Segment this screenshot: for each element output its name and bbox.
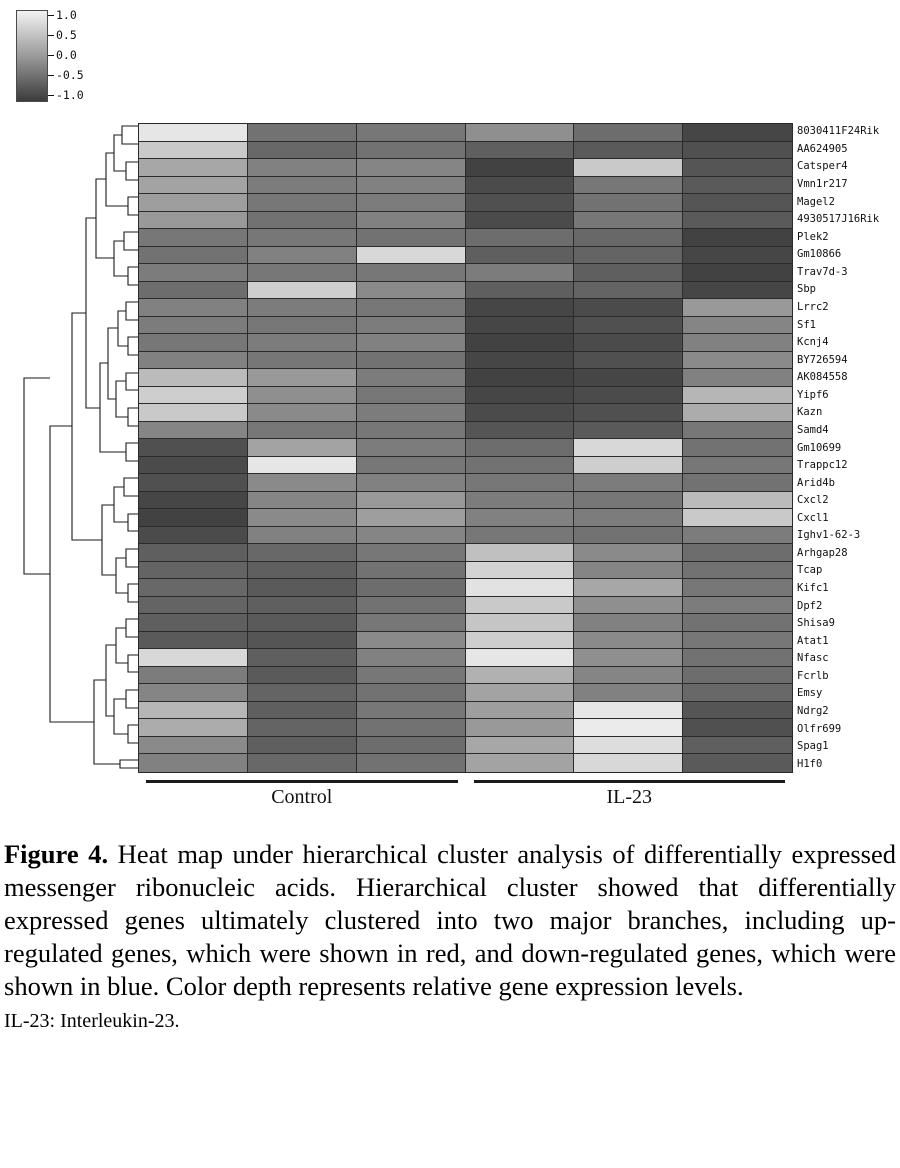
heatmap-cell (248, 439, 356, 457)
heatmap-cell (574, 614, 682, 632)
row-label: Ndrg2 (797, 705, 829, 717)
row-label: Cxcl1 (797, 511, 829, 524)
heatmap-cell (139, 177, 247, 195)
heatmap-cell (357, 649, 465, 667)
heatmap-cell (248, 632, 356, 650)
heatmap-cell (466, 159, 574, 177)
heatmap-cell (139, 702, 247, 720)
heatmap-column (683, 124, 792, 772)
heatmap-cell (248, 404, 356, 422)
heatmap-cell (466, 229, 574, 247)
heatmap-cell (683, 684, 792, 702)
heatmap-cell (357, 352, 465, 370)
heatmap-cell (574, 684, 682, 702)
row-label: Magel2 (797, 195, 835, 208)
heatmap-cell (248, 299, 356, 317)
row-label: Spag1 (797, 740, 829, 753)
heatmap-cell (139, 632, 247, 650)
heatmap-cell (574, 369, 682, 387)
group-bar (474, 780, 786, 783)
heatmap-cell (248, 509, 356, 527)
heatmap-cell (574, 649, 682, 667)
heatmap-cell (466, 317, 574, 335)
heatmap-cell (574, 702, 682, 720)
heatmap-cell (574, 177, 682, 195)
heatmap-cell (357, 159, 465, 177)
row-label: Fcrlb (797, 669, 829, 682)
heatmap-cell (139, 579, 247, 597)
heatmap-cell (139, 457, 247, 475)
heatmap-cell (466, 667, 574, 685)
row-label: Kazn (797, 406, 823, 419)
heatmap-cell (683, 667, 792, 685)
heatmap-cell (574, 282, 682, 300)
row-label: Trappc12 (797, 459, 848, 472)
heatmap-cell (139, 159, 247, 177)
heatmap-cell (466, 352, 574, 370)
heatmap-cell (466, 492, 574, 510)
heatmap-cell (248, 264, 356, 282)
heatmap-cell (683, 352, 792, 370)
heatmap-cell (683, 299, 792, 317)
row-label: H1f0 (797, 757, 823, 770)
heatmap-cell (139, 229, 247, 247)
colorbar-tick-mark (48, 55, 54, 56)
column-group-annotations (138, 780, 793, 820)
heatmap-cell (574, 667, 682, 685)
heatmap-cell (574, 719, 682, 737)
heatmap-cell (357, 404, 465, 422)
colorbar-tick-mark (48, 15, 54, 16)
heatmap-cell (466, 334, 574, 352)
row-label: Olfr699 (797, 722, 842, 735)
heatmap-column (357, 124, 466, 772)
heatmap-figure (0, 118, 900, 828)
heatmap-cell (139, 194, 247, 212)
heatmap-cell (574, 474, 682, 492)
heatmap-cell (683, 492, 792, 510)
heatmap-cell (357, 544, 465, 562)
row-label: Arid4b (797, 476, 835, 489)
caption-footnote: IL-23: Interleukin-23. (4, 1010, 180, 1032)
heatmap-cell (357, 212, 465, 230)
colorbar-tick-labels (48, 6, 118, 106)
heatmap-cell (683, 317, 792, 335)
row-label: Yipf6 (797, 388, 829, 401)
heatmap-cell (683, 544, 792, 562)
row-label: Gm10866 (797, 248, 842, 261)
heatmap-cell (574, 562, 682, 580)
heatmap-column (574, 124, 683, 772)
colorbar-region (8, 6, 128, 106)
heatmap-cell (466, 754, 574, 772)
heatmap-cell (466, 474, 574, 492)
heatmap-cell (248, 527, 356, 545)
heatmap-cell (357, 737, 465, 755)
colorbar-tick (48, 70, 84, 81)
heatmap-cell (357, 492, 465, 510)
row-label: Ighv1-62-3 (797, 529, 861, 542)
heatmap-cell (683, 527, 792, 545)
colorbar-tick-label: 0.5 (56, 27, 77, 42)
heatmap-cell (139, 649, 247, 667)
heatmap-cell (466, 649, 574, 667)
row-label: Arhgap28 (797, 546, 848, 559)
colorbar-tick (48, 27, 77, 42)
figure-label: Figure 4. (4, 839, 109, 869)
heatmap-cell (466, 457, 574, 475)
heatmap-cell (139, 562, 247, 580)
heatmap-cell (466, 702, 574, 720)
row-label: Plek2 (797, 230, 829, 243)
heatmap-cell (574, 492, 682, 510)
heatmap-cell (357, 684, 465, 702)
heatmap-cell (574, 544, 682, 562)
heatmap-cell (357, 632, 465, 650)
heatmap-cell (357, 614, 465, 632)
heatmap-cell (248, 597, 356, 615)
heatmap-cell (574, 247, 682, 265)
heatmap-cell (683, 719, 792, 737)
heatmap-cell (248, 212, 356, 230)
heatmap-cell (139, 509, 247, 527)
heatmap-cell (248, 177, 356, 195)
row-label: Sbp (797, 283, 816, 296)
heatmap-cell (139, 142, 247, 160)
heatmap-cell (466, 632, 574, 650)
heatmap-cell (466, 212, 574, 230)
heatmap-cell (248, 614, 356, 632)
row-label: 8030411F24Rik (797, 125, 880, 138)
row-label: BY726594 (797, 353, 848, 366)
heatmap-cell (139, 317, 247, 335)
row-label: Emsy (797, 687, 823, 700)
colorbar-tick-label: -1.0 (56, 88, 84, 103)
heatmap-cell (683, 177, 792, 195)
heatmap-cell (574, 632, 682, 650)
heatmap-cell (139, 264, 247, 282)
heatmap-cell (466, 194, 574, 212)
heatmap-cell (139, 387, 247, 405)
heatmap-cell (357, 702, 465, 720)
heatmap-cell (466, 719, 574, 737)
row-label: Catsper4 (797, 160, 848, 173)
heatmap-cell (139, 439, 247, 457)
heatmap-cell (357, 597, 465, 615)
heatmap-row-labels (797, 123, 900, 773)
colorbar-tick-label: -0.5 (56, 68, 84, 83)
heatmap-cell (248, 124, 356, 142)
row-label: Lrrc2 (797, 300, 829, 313)
heatmap-cell (466, 387, 574, 405)
heatmap-cell (139, 369, 247, 387)
row-label: AK084558 (797, 371, 848, 384)
heatmap-cell (248, 737, 356, 755)
heatmap-cell (574, 194, 682, 212)
heatmap-cell (466, 247, 574, 265)
heatmap-cell (574, 387, 682, 405)
heatmap-cell (683, 702, 792, 720)
heatmap-column (139, 124, 248, 772)
heatmap-cell (248, 159, 356, 177)
heatmap-cell (574, 334, 682, 352)
heatmap-cell (466, 614, 574, 632)
heatmap-cell (683, 159, 792, 177)
heatmap-cell (683, 247, 792, 265)
heatmap-cell (248, 142, 356, 160)
heatmap-cell (574, 352, 682, 370)
colorbar-tick-label: 1.0 (56, 7, 77, 22)
heatmap-cell (357, 282, 465, 300)
heatmap-cell (574, 597, 682, 615)
heatmap-cell (466, 439, 574, 457)
heatmap-cell (683, 124, 792, 142)
heatmap-cell (466, 597, 574, 615)
heatmap-cell (683, 282, 792, 300)
heatmap-cell (139, 334, 247, 352)
heatmap-cell (248, 352, 356, 370)
heatmap-cell (466, 544, 574, 562)
caption-text (4, 838, 896, 1003)
heatmap-cell (357, 527, 465, 545)
row-label: Shisa9 (797, 617, 835, 630)
heatmap-cell (466, 422, 574, 440)
row-label: Dpf2 (797, 599, 823, 612)
heatmap-cell (248, 702, 356, 720)
heatmap-cell (248, 229, 356, 247)
colorbar-tick-mark (48, 75, 54, 76)
heatmap-cell (357, 177, 465, 195)
heatmap-cell (683, 404, 792, 422)
heatmap-cell (139, 754, 247, 772)
heatmap-cell (139, 614, 247, 632)
heatmap-cell (139, 527, 247, 545)
colorbar-tick (48, 90, 84, 101)
heatmap-cell (357, 387, 465, 405)
heatmap-cell (683, 579, 792, 597)
heatmap-cell (139, 352, 247, 370)
heatmap-cell (139, 684, 247, 702)
heatmap-cell (357, 509, 465, 527)
row-label: Tcap (797, 564, 823, 577)
heatmap-cell (683, 369, 792, 387)
heatmap-cell (357, 264, 465, 282)
heatmap-cell (466, 684, 574, 702)
heatmap-cell (683, 212, 792, 230)
colorbar-tick (48, 7, 77, 22)
heatmap-plot (138, 123, 793, 773)
heatmap-cell (357, 334, 465, 352)
heatmap-cell (248, 387, 356, 405)
heatmap-cell (574, 404, 682, 422)
heatmap-cell (357, 124, 465, 142)
heatmap-cell (683, 474, 792, 492)
heatmap-cell (574, 439, 682, 457)
heatmap-cell (248, 369, 356, 387)
colorbar-tick-mark (48, 95, 54, 96)
heatmap-cell (357, 754, 465, 772)
heatmap-cell (574, 264, 682, 282)
group-bar (146, 780, 458, 783)
heatmap-cell (683, 264, 792, 282)
heatmap-cell (357, 579, 465, 597)
heatmap-cell (248, 649, 356, 667)
group-label: IL-23 (606, 786, 653, 808)
heatmap-cell (357, 719, 465, 737)
heatmap-cell (248, 317, 356, 335)
heatmap-cell (574, 317, 682, 335)
heatmap-cell (466, 282, 574, 300)
heatmap-cell (683, 562, 792, 580)
heatmap-cell (466, 369, 574, 387)
row-label: Sf1 (797, 318, 816, 331)
heatmap-cell (248, 422, 356, 440)
heatmap-cell (683, 194, 792, 212)
row-label: 4930517J16Rik (797, 213, 880, 226)
colorbar-tick (48, 50, 77, 61)
caption-body: Heat map under hierarchical cluster analysis of differentially expressed messenger ribonucleic acids. Hierarchical cluster showed that differentially expressed genes ultimately clustered into two major branches, including up-regulated genes, which were shown in red, and down-regulated genes, which were shown in blue. Color depth represents relative gene expression levels. (4, 839, 896, 1001)
heatmap-cell (248, 667, 356, 685)
heatmap-cell (574, 212, 682, 230)
heatmap-column (248, 124, 357, 772)
heatmap-cell (139, 299, 247, 317)
heatmap-cell (248, 194, 356, 212)
heatmap-cell (574, 737, 682, 755)
heatmap-cell (248, 282, 356, 300)
heatmap-cell (248, 579, 356, 597)
heatmap-cell (574, 579, 682, 597)
heatmap-cell (574, 527, 682, 545)
heatmap-cell (357, 229, 465, 247)
heatmap-cell (466, 579, 574, 597)
heatmap-cell (248, 544, 356, 562)
heatmap-cell (248, 492, 356, 510)
heatmap-cell (139, 474, 247, 492)
heatmap-cell (683, 457, 792, 475)
figure-caption (4, 838, 896, 1033)
heatmap-cell (466, 509, 574, 527)
heatmap-cell (683, 737, 792, 755)
heatmap-cell (139, 422, 247, 440)
heatmap-cell (248, 334, 356, 352)
heatmap-cell (139, 282, 247, 300)
heatmap-cell (683, 754, 792, 772)
heatmap-cell (466, 177, 574, 195)
heatmap-cell (466, 264, 574, 282)
heatmap-cell (357, 474, 465, 492)
heatmap-cell (466, 527, 574, 545)
heatmap-cell (357, 562, 465, 580)
heatmap-cell (248, 684, 356, 702)
row-label: Gm10699 (797, 441, 842, 454)
heatmap-cell (248, 474, 356, 492)
heatmap-cell (248, 719, 356, 737)
heatmap-cell (683, 509, 792, 527)
heatmap-cell (574, 422, 682, 440)
heatmap-cell (248, 247, 356, 265)
heatmap-cell (139, 597, 247, 615)
heatmap-cell (139, 124, 247, 142)
row-label: Atat1 (797, 634, 829, 647)
heatmap-cell (357, 422, 465, 440)
heatmap-cell (357, 194, 465, 212)
row-label: Kcnj4 (797, 336, 829, 349)
colorbar-tick-label: 0.0 (56, 48, 77, 62)
heatmap-cell (683, 387, 792, 405)
heatmap-cell (683, 334, 792, 352)
heatmap-cell (466, 124, 574, 142)
heatmap-cell (139, 492, 247, 510)
heatmap-cell (466, 142, 574, 160)
heatmap-column (466, 124, 575, 772)
heatmap-cell (357, 667, 465, 685)
heatmap-cell (466, 562, 574, 580)
heatmap-cell (139, 212, 247, 230)
heatmap-cell (248, 457, 356, 475)
row-label: Vmn1r217 (797, 177, 848, 190)
colorbar-gradient (16, 10, 48, 102)
heatmap-cell (139, 667, 247, 685)
heatmap-cell (357, 439, 465, 457)
heatmap-cell (248, 754, 356, 772)
heatmap-cell (357, 247, 465, 265)
group-label: Control (271, 786, 333, 808)
heatmap-cell (683, 142, 792, 160)
heatmap-cell (683, 439, 792, 457)
heatmap-cell (574, 124, 682, 142)
heatmap-cell (139, 737, 247, 755)
heatmap-cell (139, 544, 247, 562)
heatmap-cell (683, 422, 792, 440)
heatmap-cell (357, 457, 465, 475)
heatmap-cell (683, 229, 792, 247)
heatmap-cell (574, 142, 682, 160)
row-label: Nfasc (797, 652, 829, 665)
heatmap-cell (683, 632, 792, 650)
colorbar-tick-mark (48, 35, 54, 36)
heatmap-cells (138, 123, 793, 773)
heatmap-cell (139, 247, 247, 265)
heatmap-cell (248, 562, 356, 580)
heatmap-cell (139, 719, 247, 737)
heatmap-cell (466, 737, 574, 755)
heatmap-cell (574, 229, 682, 247)
heatmap-cell (683, 649, 792, 667)
heatmap-cell (574, 754, 682, 772)
heatmap-cell (574, 509, 682, 527)
row-label: Samd4 (797, 423, 829, 436)
heatmap-cell (574, 159, 682, 177)
heatmap-cell (683, 597, 792, 615)
row-label: AA624905 (797, 142, 848, 155)
heatmap-cell (574, 299, 682, 317)
heatmap-cell (139, 404, 247, 422)
heatmap-cell (683, 614, 792, 632)
heatmap-cell (357, 369, 465, 387)
row-label: Kifc1 (797, 582, 829, 595)
heatmap-cell (357, 317, 465, 335)
row-label: Cxcl2 (797, 494, 829, 507)
heatmap-cell (574, 457, 682, 475)
heatmap-cell (466, 299, 574, 317)
row-dendrogram (10, 118, 138, 773)
row-label: Trav7d-3 (797, 265, 848, 278)
heatmap-cell (357, 142, 465, 160)
heatmap-cell (466, 404, 574, 422)
heatmap-cell (357, 299, 465, 317)
